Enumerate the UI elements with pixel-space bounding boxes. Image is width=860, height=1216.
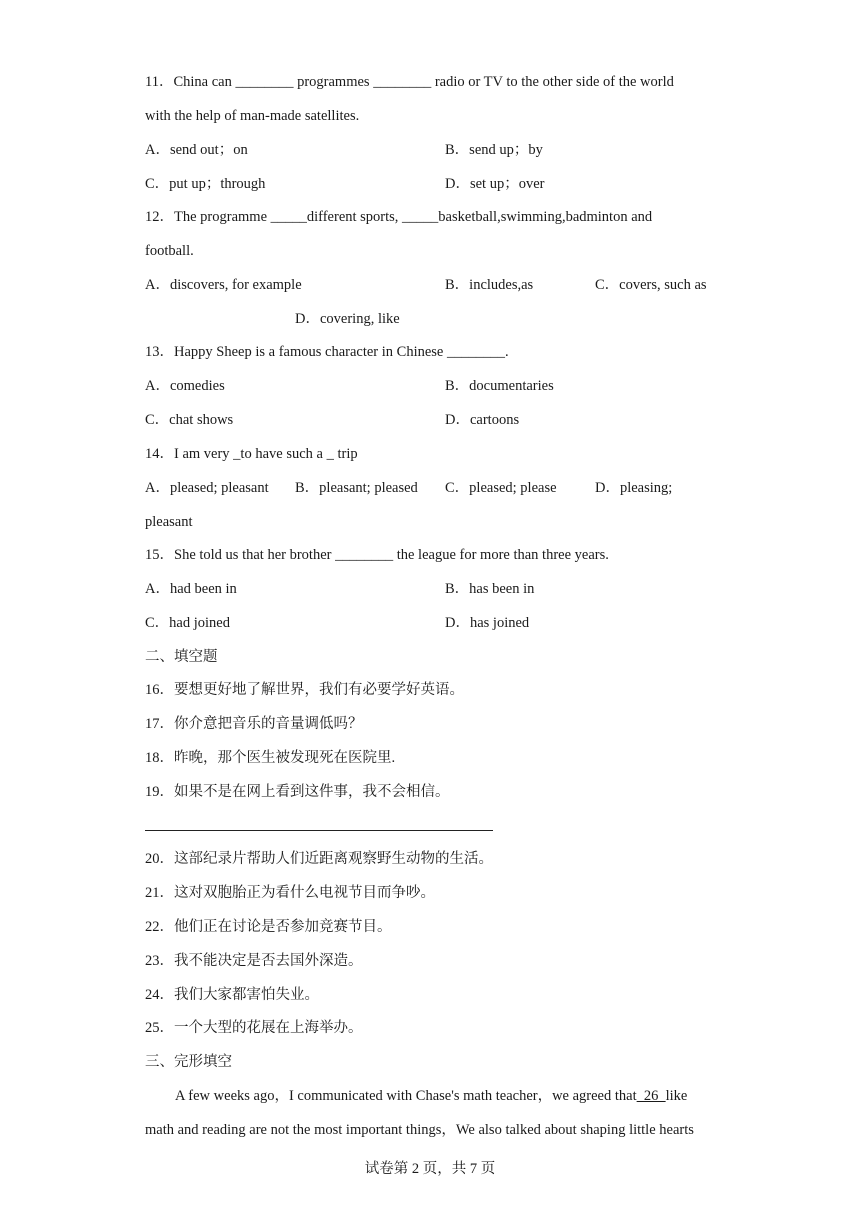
cloze-paragraph-line1 xyxy=(175,1087,687,1105)
q14-option-d-continued: pleasant xyxy=(145,514,193,530)
q11-option-a: A．send out；on xyxy=(145,142,248,158)
q13-option-a: A．comedies xyxy=(145,378,225,394)
q11-stem-line2: with the help of man-made satellites. xyxy=(145,108,360,124)
fill-item-23: 23．我不能决定是否去国外深造。 xyxy=(145,953,363,969)
q12-option-b: B．includes,as xyxy=(445,277,534,293)
q11-option-c: C．put up；through xyxy=(145,176,266,192)
q12-stem-line1: 12．The programme _____different sports, _____basketball,swimming,badminton and xyxy=(145,209,653,225)
fill-item-17: 17．你介意把音乐的音量调低吗？ xyxy=(145,716,363,732)
cloze-paragraph-line2: math and reading are not the most important things，We also talked about shaping little hearts xyxy=(145,1122,694,1138)
section2-heading: 二、填空题 xyxy=(145,649,218,665)
q14-stem: 14．I am very _to have such a _ trip xyxy=(145,446,358,462)
q13-option-c: C．chat shows xyxy=(145,412,234,428)
fill-item-20: 20．这部纪录片帮助人们近距离观察野生动物的生活。 xyxy=(145,851,493,867)
q15-option-b: B．has been in xyxy=(445,581,535,597)
cloze-text-after-blank: like xyxy=(665,1088,688,1104)
cloze-blank-26: 26 xyxy=(636,1088,666,1104)
fill-item-16: 16．要想更好地了解世界，我们有必要学好英语。 xyxy=(145,682,464,698)
cloze-text-before-blank: A few weeks ago，I communicated with Chase's math teacher，we agreed that xyxy=(175,1088,637,1104)
section3-heading: 三、完形填空 xyxy=(145,1054,232,1070)
q13-option-b: B．documentaries xyxy=(445,378,554,394)
q13-stem: 13．Happy Sheep is a famous character in Chinese ________. xyxy=(145,344,509,360)
q15-option-a: A．had been in xyxy=(145,581,237,597)
fill-item-24: 24．我们大家都害怕失业。 xyxy=(145,987,319,1003)
answer-line xyxy=(145,830,493,831)
q15-option-d: D．has joined xyxy=(445,615,530,631)
q15-option-c: C．had joined xyxy=(145,615,230,631)
fill-item-21: 21．这对双胞胎正为看什么电视节目而争吵。 xyxy=(145,885,435,901)
q12-option-a: A．discovers, for example xyxy=(145,277,302,293)
q11-option-d: D．set up；over xyxy=(445,176,545,192)
q12-option-c: C．covers, such as xyxy=(595,277,707,293)
fill-item-19: 19．如果不是在网上看到这件事，我不会相信。 xyxy=(145,784,450,800)
q14-option-c: C．pleased; please xyxy=(445,480,557,496)
q13-option-d: D．cartoons xyxy=(445,412,520,428)
fill-item-18: 18．昨晚，那个医生被发现死在医院里. xyxy=(145,750,396,766)
q11-stem-line1: 11．China can ________ programmes ________ radio or TV to the other side of the world xyxy=(145,74,674,90)
q14-option-b: B．pleasant; pleased xyxy=(295,480,418,496)
page-footer: 试卷第 2 页，共 7 页 xyxy=(364,1161,496,1177)
q11-option-b: B．send up；by xyxy=(445,142,543,158)
fill-item-22: 22．他们正在讨论是否参加竞赛节目。 xyxy=(145,919,392,935)
q12-option-d: D．covering, like xyxy=(295,311,400,327)
q14-option-a: A．pleased; pleasant xyxy=(145,480,269,496)
q12-stem-line2: football. xyxy=(145,243,194,259)
q15-stem: 15．She told us that her brother ________ the league for more than three years. xyxy=(145,547,609,563)
fill-item-25: 25．一个大型的花展在上海举办。 xyxy=(145,1020,363,1036)
q14-option-d: D．pleasing; xyxy=(595,480,673,496)
